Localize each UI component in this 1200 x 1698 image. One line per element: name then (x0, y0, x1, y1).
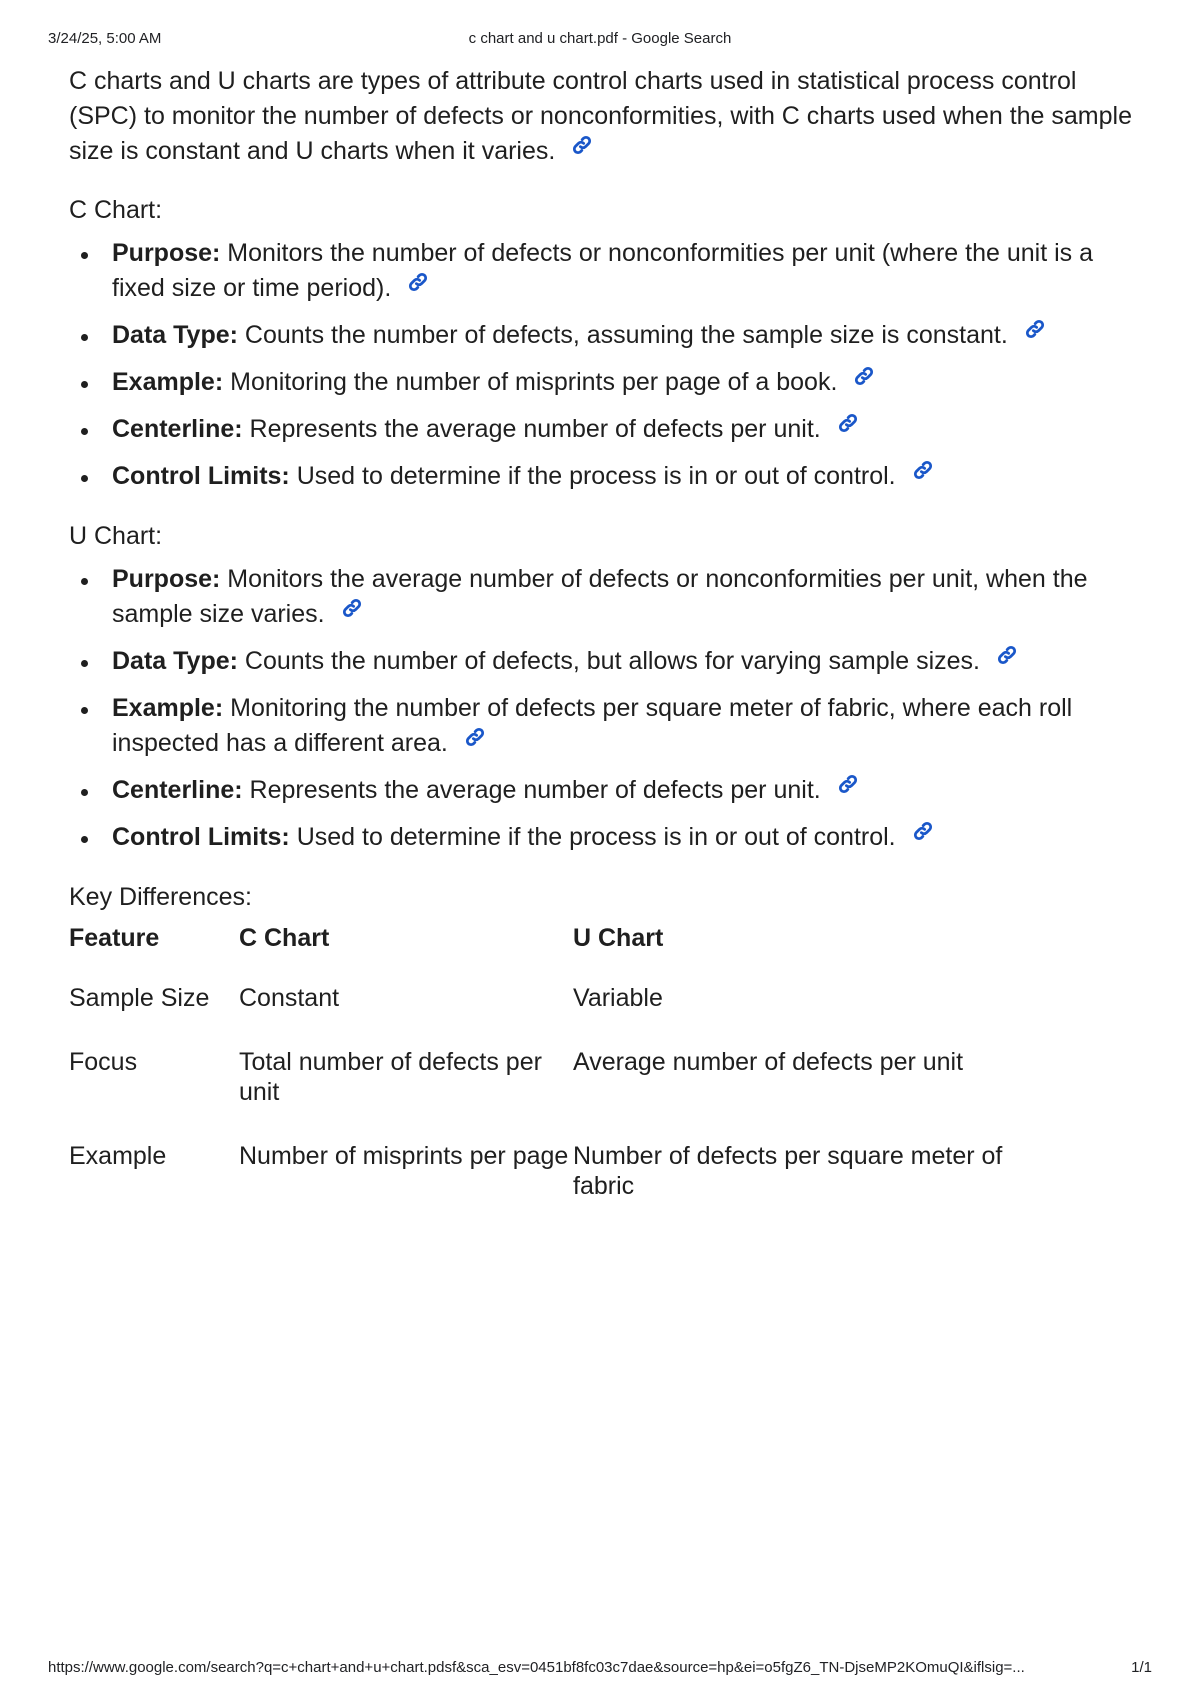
item-label: Centerline: (112, 776, 243, 804)
list-item (69, 412, 1144, 447)
table-row (69, 1047, 1023, 1141)
list-item (69, 459, 1144, 494)
link-icon[interactable] (837, 773, 859, 795)
item-label: Centerline: (112, 415, 243, 443)
bullet-dot (81, 660, 88, 667)
item-text: Represents the average number of defects per unit. (242, 415, 821, 443)
bullet-dot (81, 578, 88, 585)
table-cell: Number of misprints per page (239, 1142, 569, 1170)
item-text: Represents the average number of defects per unit. (242, 776, 821, 804)
item-text: Monitoring the number of misprints per page of a book. (223, 368, 838, 396)
item-text: Counts the number of defects, but allows for varying sample sizes. (237, 647, 980, 675)
column-header-feature: Feature (69, 924, 160, 952)
print-header (48, 30, 1152, 50)
print-footer (48, 1659, 1152, 1679)
item-text: Used to determine if the process is in or out of control. (289, 462, 896, 490)
bullet-dot (81, 252, 88, 259)
c-chart-list (69, 236, 1144, 494)
link-icon[interactable] (837, 412, 859, 434)
item-label: Example: (112, 368, 224, 396)
column-header-c-chart: C Chart (239, 924, 330, 952)
item-text: Counts the number of defects, assuming the sample size is constant. (237, 321, 1008, 349)
list-item (69, 562, 1144, 632)
link-icon[interactable] (1024, 318, 1046, 340)
link-icon[interactable] (464, 726, 486, 748)
bullet-dot (81, 789, 88, 796)
table-cell: Sample Size (69, 984, 210, 1012)
list-item (69, 820, 1144, 855)
table-row (69, 1141, 1023, 1235)
table-cell: Average number of defects per unit (573, 1048, 964, 1076)
item-label: Purpose: (112, 565, 221, 593)
link-icon[interactable] (912, 820, 934, 842)
table-cell: Constant (239, 984, 340, 1012)
item-text: Used to determine if the process is in or out of control. (289, 823, 896, 851)
link-icon[interactable] (341, 597, 363, 619)
column-header-u-chart: U Chart (573, 924, 664, 952)
ai-overview-content (69, 64, 1144, 1235)
intro-paragraph (69, 64, 1144, 169)
intro-text: C charts and U charts are types of attribute control charts used in statistical process control (SPC) to monitor the number of defects or nonconformities, with C charts used when the sample size is constant and U charts when it varies. (69, 67, 1132, 165)
key-differences-heading: Key Differences: (69, 883, 252, 911)
bullet-dot (81, 707, 88, 714)
table-cell: Example (69, 1142, 167, 1170)
item-label: Control Limits: (112, 823, 290, 851)
table-cell: Variable (573, 984, 663, 1012)
table-row (69, 983, 1023, 1047)
bullet-dot (81, 475, 88, 482)
c-chart-heading: C Chart: (69, 196, 163, 224)
bullet-dot (81, 381, 88, 388)
list-item (69, 318, 1144, 353)
link-icon[interactable] (912, 459, 934, 481)
key-differences-table (69, 923, 1023, 1235)
list-item (69, 644, 1144, 679)
item-label: Control Limits: (112, 462, 290, 490)
list-item (69, 691, 1144, 761)
table-cell: Number of defects per square meter of fabric (573, 1142, 1003, 1200)
list-item (69, 236, 1144, 306)
list-item (69, 365, 1144, 400)
page-number: 1/1 (1131, 1659, 1152, 1676)
table-cell: Total number of defects per unit (239, 1048, 542, 1106)
link-icon[interactable] (407, 271, 429, 293)
item-label: Data Type: (112, 647, 238, 675)
print-date: 3/24/25, 5:00 AM (48, 30, 162, 47)
table-cell: Focus (69, 1048, 138, 1076)
item-label: Purpose: (112, 239, 221, 267)
item-label: Data Type: (112, 321, 238, 349)
print-title: c chart and u chart.pdf - Google Search (468, 30, 732, 47)
item-text: Monitors the average number of defects or nonconformities per unit, when the sample size varies. (112, 565, 1088, 628)
link-icon[interactable] (853, 365, 875, 387)
bullet-dot (81, 334, 88, 341)
item-text: Monitoring the number of defects per square meter of fabric, where each roll inspected has a different area. (112, 694, 1073, 757)
table-header-row (69, 923, 1023, 983)
item-label: Example: (112, 694, 224, 722)
u-chart-heading: U Chart: (69, 522, 163, 550)
list-item (69, 773, 1144, 808)
print-url: https://www.google.com/search?q=c+chart+and+u+chart.pdsf&sca_esv=0451bf8fc03c7dae&source=hp&ei=o5fgZ6_TN-DjseMP2KOmuQI&iflsig=... (48, 1659, 1025, 1676)
u-chart-list (69, 562, 1144, 855)
link-icon[interactable] (996, 644, 1018, 666)
item-text: Monitors the number of defects or nonconformities per unit (where the unit is a fixed size or time period). (112, 239, 1094, 302)
bullet-dot (81, 836, 88, 843)
bullet-dot (81, 428, 88, 435)
link-icon[interactable] (571, 134, 593, 156)
